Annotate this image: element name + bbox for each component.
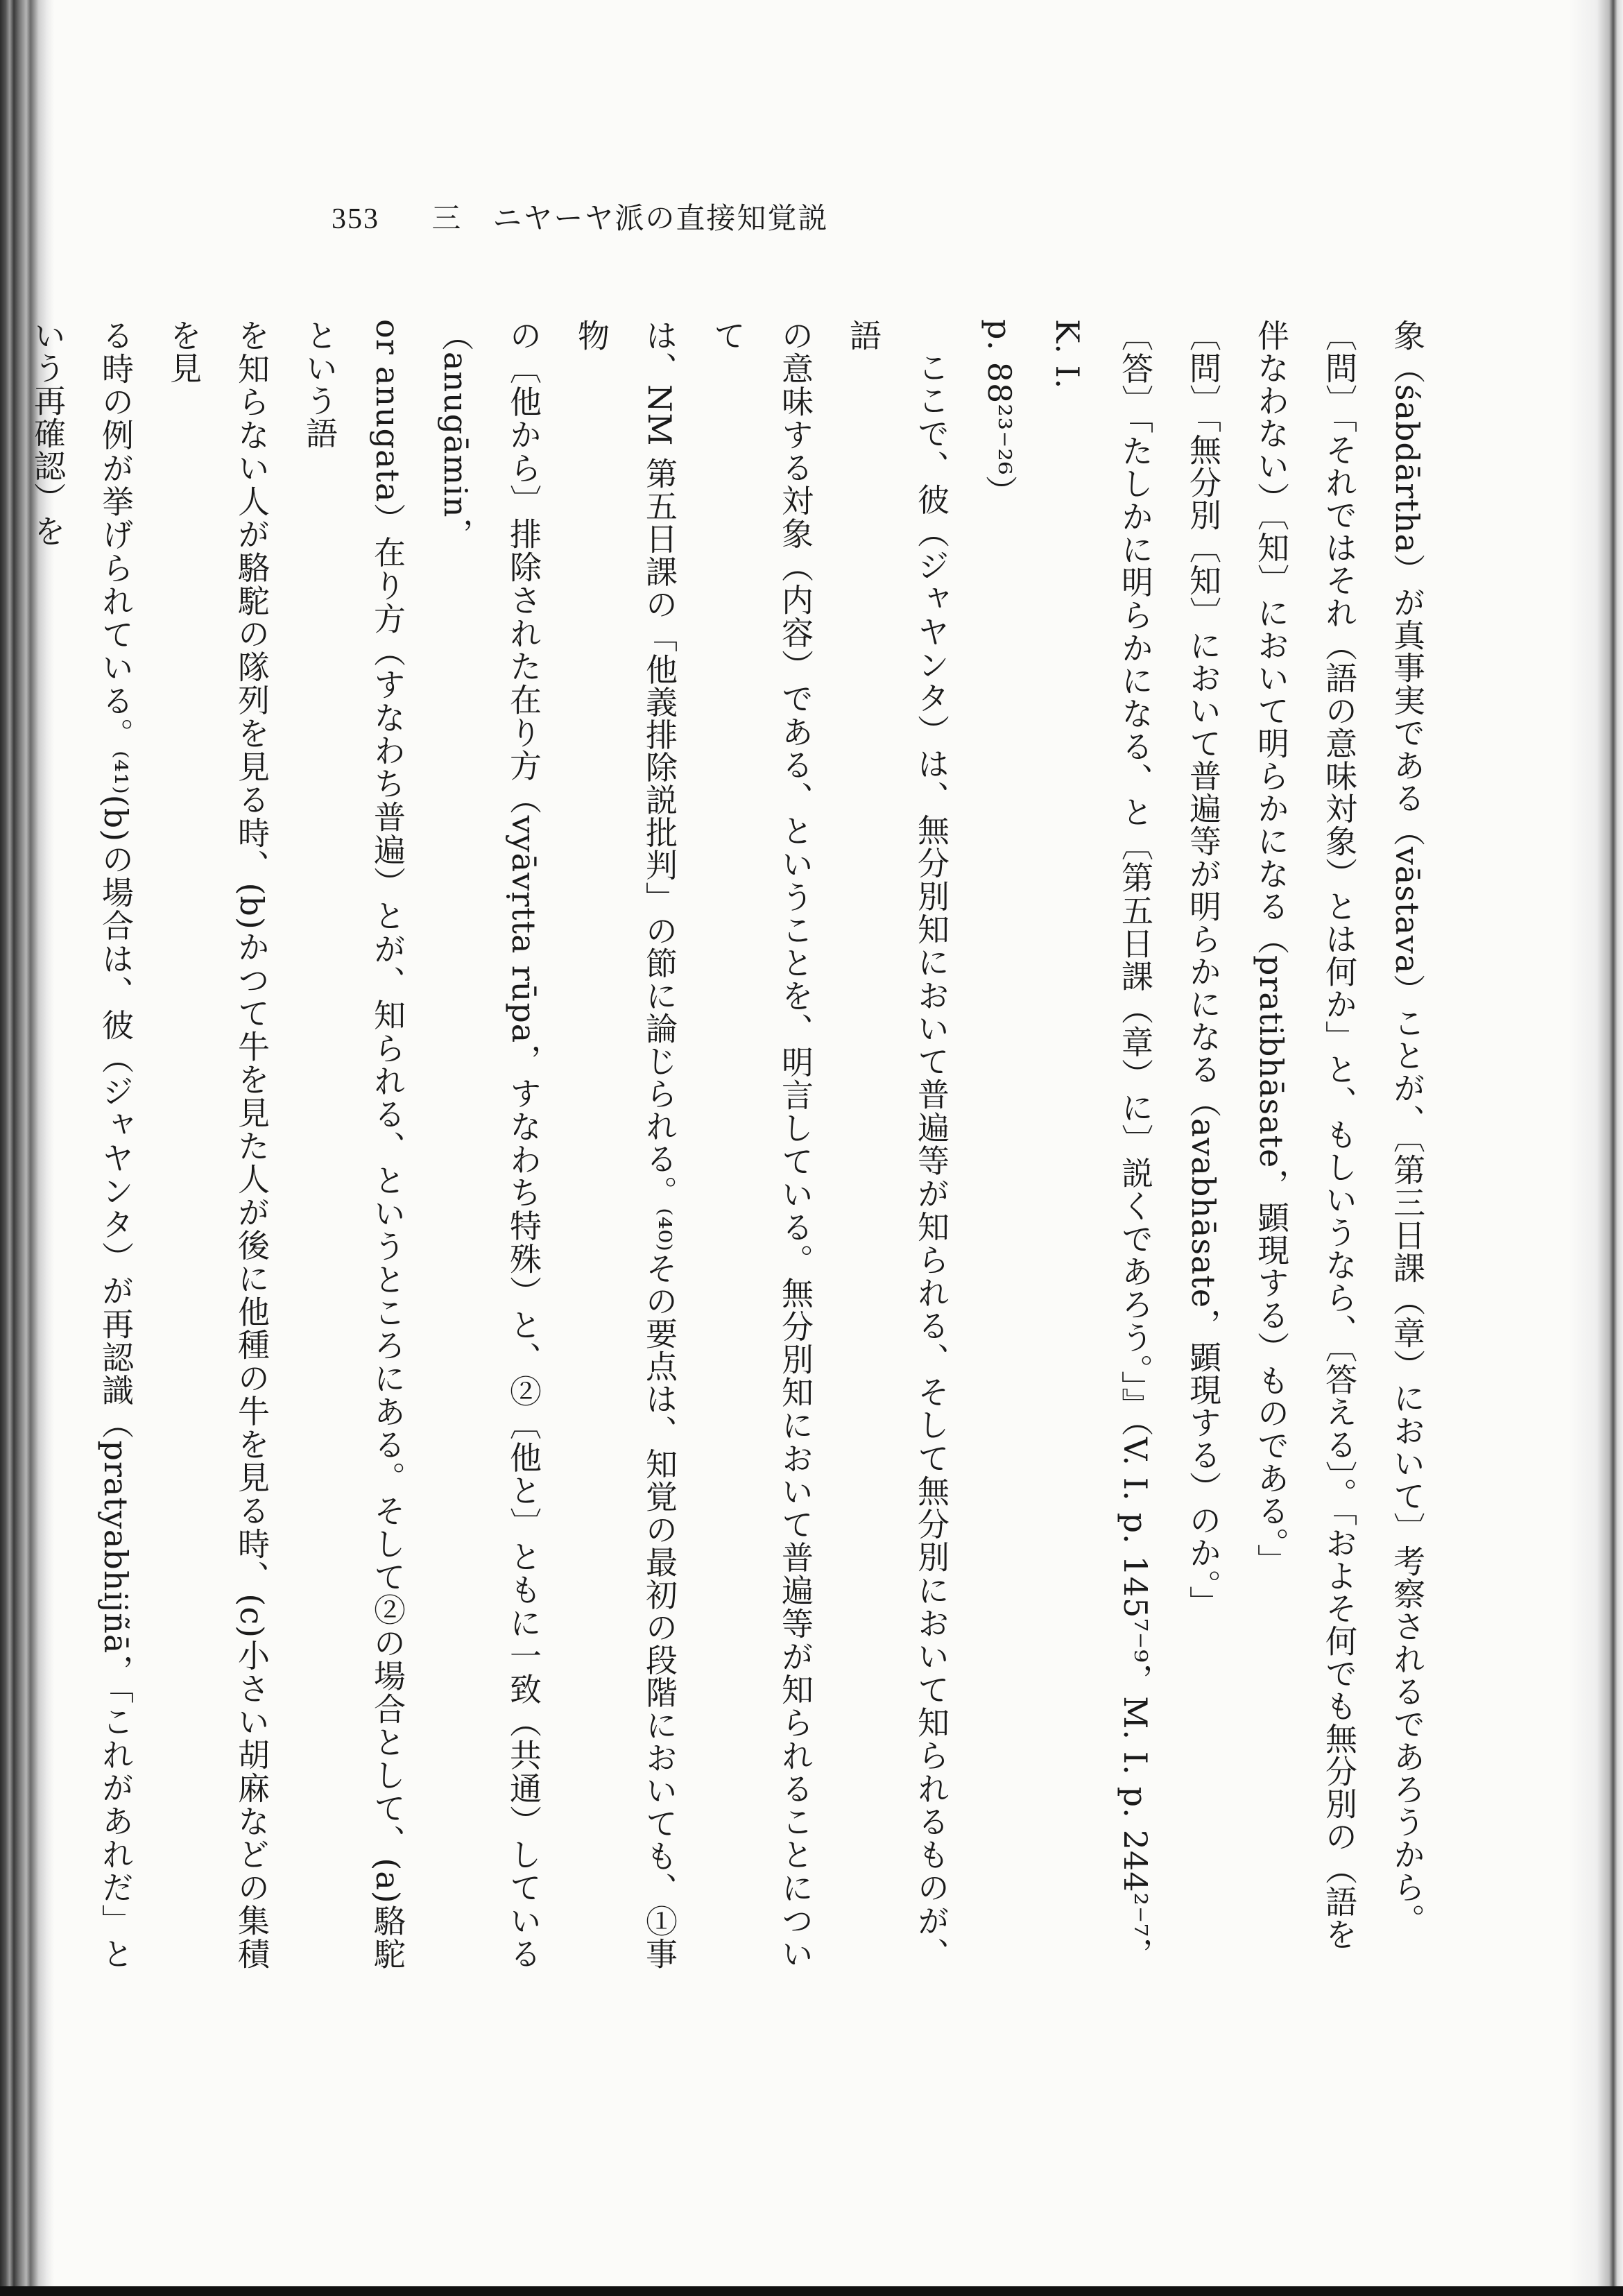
running-header — [332, 196, 886, 237]
page-edge-right — [1569, 0, 1623, 2296]
body-text — [0, 319, 1441, 1970]
body-line: 〔問〕「無分別〔知〕において普遍等が明らかになる（avabhāsate，顕現する）のか。」 — [1185, 319, 1222, 1619]
body-line: の意味する対象（内容）である、ということを、明言している。無分別知において普遍等が知られることについて — [709, 319, 814, 1970]
body-line: を知らない人が駱駝の隊列を見る時、(b)かつて牛を見た人が後に他種の牛を見る時、(c)小さい胡麻などの集積を見 — [165, 319, 270, 1970]
body-line: 伴なわない）〔知〕において明らかになる（pratibhāsate，顕現する）ものである。」 — [1253, 319, 1290, 1577]
body-line: る時の例が挙げられている。⁽⁴¹⁾(b)の場合は、彼（ジャヤンタ）が再認識（pratyabhijñā，「これがあれだ」という再確認）を — [29, 319, 135, 1970]
body-line: 象（śabdārtha）が真事実である（vāstava）ことが、〔第三日課（章）において〕考察されるであろうから。 — [1389, 319, 1426, 1937]
body-line: 〔答〕「たしかに明らかになる、と〔第五日課（章）に〕説くであろう。」』（V. I. p. 145⁷⁻⁹，M. I. p. 244²⁻⁷，K. I. — [1049, 319, 1154, 1970]
body-line: ここで、彼（ジャヤンタ）は、無分別知において普遍等が知られる、そして無分別において知られるものが、語 — [845, 319, 950, 1970]
body-line: or anugata）在り方（すなわち普遍）とが、知られる、というところにある。そして②の場合として、(a)駱駝という語 — [301, 319, 406, 1970]
body-line: の〔他から〕排除された在り方（vyāvṛtta rūpa，すなわち特殊）と、②〔他と〕ともに一致（共通）している（anugāmin， — [437, 319, 542, 1970]
body-line — [0, 319, 14, 1970]
body-line: p. 88²³⁻²⁶） — [981, 319, 1018, 508]
scan-bottom-bar — [0, 2286, 1623, 2296]
chapter-title: 三 ニヤーヤ派の直接知覚説 — [431, 201, 829, 235]
body-line: 〔問〕「それではそれ（語の意味対象）とは何か」と、もしいうなら、〔答える〕。「およそ何でも無分別の（語を — [1321, 319, 1358, 1951]
body-line: は、NM 第五日課の「他義排除説批判」の節に論じられる。⁽⁴⁰⁾その要点は、知覚の最初の段階においても、①事物 — [573, 319, 678, 1970]
page-number: 353 — [332, 203, 379, 235]
